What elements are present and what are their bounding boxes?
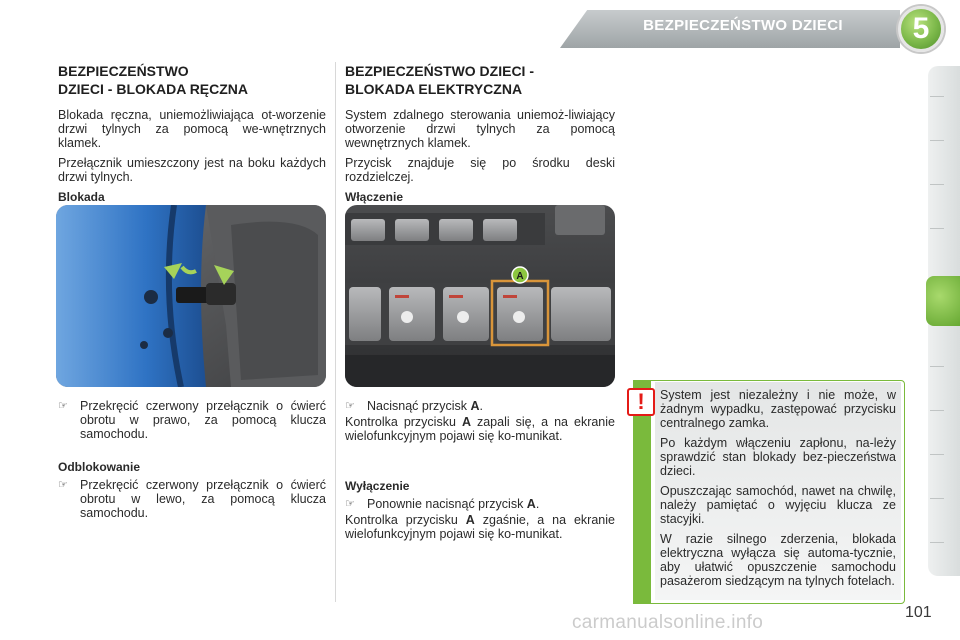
on-step: [345, 399, 615, 443]
tab-divider: [930, 410, 944, 411]
text-fragment: .: [479, 399, 484, 413]
button-key: A: [461, 415, 471, 429]
column-divider: [335, 62, 336, 602]
subheading-unlock: Odblokowanie: [58, 460, 141, 474]
paragraph: System zdalnego sterowania uniemoż-liwiający otworzenie drzwi tylnych za pomocą wewnętrznych klamek.: [345, 108, 615, 150]
section-heading: [58, 62, 326, 98]
manual-lock-section: [58, 62, 326, 208]
lock-step-text: Przekręcić czerwony przełącznik o ćwierć obrotu w prawo, za pomocą klucza samochodu.: [80, 399, 326, 441]
on-step-text: [367, 399, 615, 413]
text-fragment: zapali się, a na ekranie wielofunkcyjnym pojawi się ko-munikat.: [345, 415, 615, 443]
heading-line: BEZPIECZEŃSTWO DZIECI -: [345, 63, 534, 79]
section-heading: [345, 62, 615, 98]
off-step-item: [345, 497, 615, 511]
text-fragment: .: [535, 497, 540, 511]
text-fragment: zgaśnie, a na ekranie wielofunkcyjnym pojawi się ko-munikat.: [345, 513, 615, 541]
tab-divider: [930, 140, 944, 141]
button-a-label: A: [516, 271, 524, 282]
electric-lock-section: [345, 62, 615, 208]
dashboard-buttons-photo: [345, 205, 615, 387]
tab-divider: [930, 366, 944, 367]
button-key: A: [526, 497, 536, 511]
tab-divider: [930, 228, 944, 229]
unlock-step-text: Przekręcić czerwony przełącznik o ćwierć obrotu w lewo, za pomocą klucza samochodu.: [80, 478, 326, 520]
chapter-tab-active[interactable]: [926, 276, 960, 326]
pointing-hand-icon: ☞: [345, 400, 355, 412]
warning-paragraph: System jest niezależny i nie może, w żadnym wypadku, zastępować przycisku centralnego zamka.: [660, 388, 896, 430]
warning-exclamation-icon: !: [627, 388, 655, 416]
watermark: carmanualsonline.info: [572, 612, 764, 633]
tab-divider: [930, 498, 944, 499]
tab-divider: [930, 96, 944, 97]
warning-paragraph: W razie silnego zderzenia, blokada elektryczna wyłącza się automa-tycznie, aby ułatwić opuszczenie samochodu pasażerom siedzącym na tylnych fotelach.: [660, 532, 896, 588]
paragraph: Przycisk znajduje się po środku deski rozdzielczej.: [345, 156, 615, 184]
tab-divider: [930, 454, 944, 455]
text-fragment: Kontrolka przycisku: [345, 513, 466, 527]
unlock-section: [58, 460, 326, 520]
door-lock-photo: [56, 205, 326, 387]
off-step-text: [367, 497, 615, 511]
paragraph: Przełącznik umieszczony jest na boku każdych drzwi tylnych.: [58, 156, 326, 184]
paragraph: Blokada ręczna, uniemożliwiająca ot-worzenie drzwi tylnych za pomocą we-wnętrznych klamek.: [58, 108, 326, 150]
lock-step: [58, 399, 326, 441]
page-number: 101: [905, 604, 932, 621]
warning-paragraph: Po każdym włączeniu zapłonu, na-leży sprawdzić stan blokady bez-pieczeństwa dzieci.: [660, 436, 896, 478]
off-section: [345, 479, 615, 541]
subheading-on: Włączenie: [345, 190, 404, 204]
lock-step-item: [58, 399, 326, 441]
on-description: [345, 415, 615, 443]
on-step-item: [345, 399, 615, 413]
heading-line: BEZPIECZEŃSTWO: [58, 63, 189, 79]
page-header-title: BEZPIECZEŃSTWO DZIECI: [643, 17, 843, 34]
subheading-lock: Blokada: [58, 190, 105, 204]
unlock-step-item: [58, 478, 326, 520]
chapter-badge: 5: [898, 6, 944, 52]
off-description: [345, 513, 615, 541]
warning-paragraph: Opuszczając samochód, nawet na chwilę, należy pamiętać o wyjęciu klucza ze stacyjki.: [660, 484, 896, 526]
text-fragment: Kontrolka przycisku: [345, 415, 462, 429]
pointing-hand-icon: ☞: [58, 479, 68, 491]
pointing-hand-icon: ☞: [345, 498, 355, 510]
button-key: A: [470, 399, 480, 413]
warning-text: [660, 388, 896, 594]
pointing-hand-icon: ☞: [58, 400, 68, 412]
button-key: A: [465, 513, 475, 527]
heading-line: BLOKADA ELEKTRYCZNA: [345, 81, 523, 97]
subheading-off: Wyłączenie: [345, 479, 410, 493]
tab-divider: [930, 542, 944, 543]
heading-line: DZIECI - BLOKADA RĘCZNA: [58, 81, 249, 97]
text-fragment: Nacisnąć przycisk: [367, 399, 471, 413]
tab-divider: [930, 184, 944, 185]
text-fragment: Ponownie nacisnąć przycisk: [367, 497, 527, 511]
